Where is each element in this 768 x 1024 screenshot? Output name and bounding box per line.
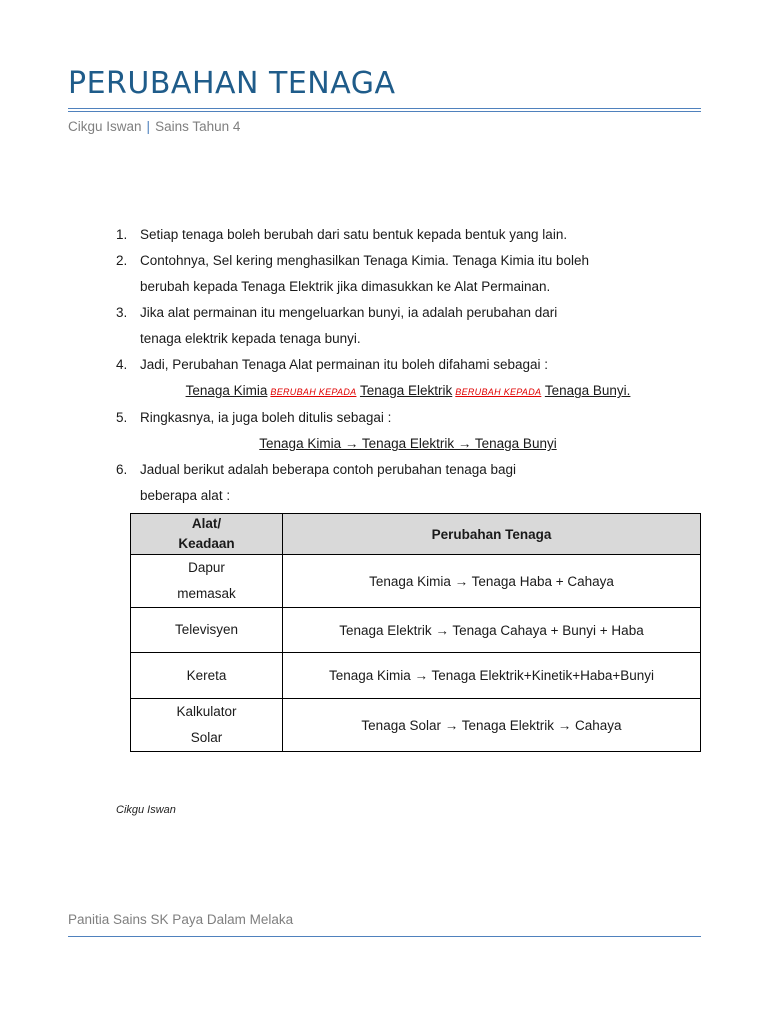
list-item <box>116 352 676 378</box>
list-text <box>140 405 676 431</box>
list-number: 3. <box>116 305 128 320</box>
list-text <box>140 300 676 352</box>
list-item <box>116 300 676 352</box>
cell-change: Tenaga Kimia → Tenaga Haba + Cahaya <box>283 555 701 608</box>
cell-item <box>131 555 283 608</box>
list-item <box>116 405 676 431</box>
flow-energy-c: Tenaga Bunyi. <box>544 383 631 398</box>
list-line: Jadi, Perubahan Tenaga Alat permainan itu boleh difahami sebagai : <box>140 357 549 372</box>
flow-energy-b: Tenaga Elektrik <box>359 383 453 398</box>
cell-line: Solar <box>190 730 223 745</box>
header-item <box>131 514 283 555</box>
cell-change: Tenaga Elektrik → Tenaga Cahaya + Bunyi + Haba <box>283 608 701 653</box>
list-number: 2. <box>116 253 128 268</box>
cell-line: Kereta <box>186 667 227 683</box>
cell-line: Dapur <box>188 560 225 575</box>
flow-arrow-text: Tenaga Kimia → Tenaga Elektrik → Tenaga Bunyi <box>259 436 557 451</box>
list-number: 1. <box>116 227 128 242</box>
list-text <box>140 457 676 509</box>
energy-flow-words <box>140 378 676 405</box>
table-header-row <box>131 514 701 555</box>
flow-connector: BERUBAH KEPADA <box>270 387 357 397</box>
cell-change: Tenaga Kimia → Tenaga Elektrik+Kinetik+Haba+Bunyi <box>283 653 701 699</box>
list-item <box>116 457 676 509</box>
list-number: 4. <box>116 357 128 372</box>
header-line: Keadaan <box>178 536 235 551</box>
flow-connector: BERUBAH KEPADA <box>455 387 542 397</box>
cell-change: Tenaga Solar → Tenaga Elektrik → Cahaya <box>283 699 701 752</box>
list-item <box>116 222 676 248</box>
list-line: berubah kepada Tenaga Elektrik jika dimasukkan ke Alat Permainan. <box>140 279 551 294</box>
title-rule <box>68 108 701 112</box>
subject-name: Sains Tahun 4 <box>155 119 241 134</box>
numbered-list <box>116 222 676 509</box>
footer-rule <box>68 936 701 937</box>
cell-line: memasak <box>177 586 236 601</box>
page-title: PERUBAHAN TENAGA <box>68 66 396 101</box>
list-line: tenaga elektrik kepada tenaga bunyi. <box>140 331 361 346</box>
list-number: 5. <box>116 410 128 425</box>
list-item <box>116 248 676 300</box>
list-line: Contohnya, Sel kering menghasilkan Tenaga Kimia. Tenaga Kimia itu boleh <box>140 253 590 268</box>
list-text <box>140 352 676 378</box>
cell-item <box>131 699 283 752</box>
signature: Cikgu Iswan <box>116 804 176 816</box>
author-name: Cikgu Iswan <box>68 119 142 134</box>
list-text <box>140 248 676 300</box>
cell-item <box>131 608 283 653</box>
list-line: Jika alat permainan itu mengeluarkan bunyi, ia adalah perubahan dari <box>140 305 558 320</box>
list-line: Ringkasnya, ia juga boleh ditulis sebagai : <box>140 410 392 425</box>
list-line: beberapa alat : <box>140 488 231 503</box>
table-row <box>131 699 701 752</box>
list-line: Jadual berikut adalah beberapa contoh perubahan tenaga bagi <box>140 462 517 477</box>
cell-line: Kalkulator <box>176 704 237 719</box>
table-row <box>131 653 701 699</box>
list-text <box>140 222 676 248</box>
flow-energy-a: Tenaga Kimia <box>185 383 268 398</box>
list-line: Setiap tenaga boleh berubah dari satu bentuk kepada bentuk yang lain. <box>140 227 568 242</box>
cell-line: Televisyen <box>174 622 239 637</box>
cell-item <box>131 653 283 699</box>
header-change: Perubahan Tenaga <box>283 514 701 555</box>
table-row <box>131 555 701 608</box>
footer-text: Panitia Sains SK Paya Dalam Melaka <box>68 912 294 927</box>
table-row <box>131 608 701 653</box>
energy-flow-arrows <box>140 431 676 457</box>
header-line: Alat/ <box>191 516 222 531</box>
subtitle <box>68 119 240 134</box>
energy-change-table <box>130 513 701 752</box>
list-number: 6. <box>116 462 128 477</box>
subtitle-separator: | <box>146 119 151 134</box>
